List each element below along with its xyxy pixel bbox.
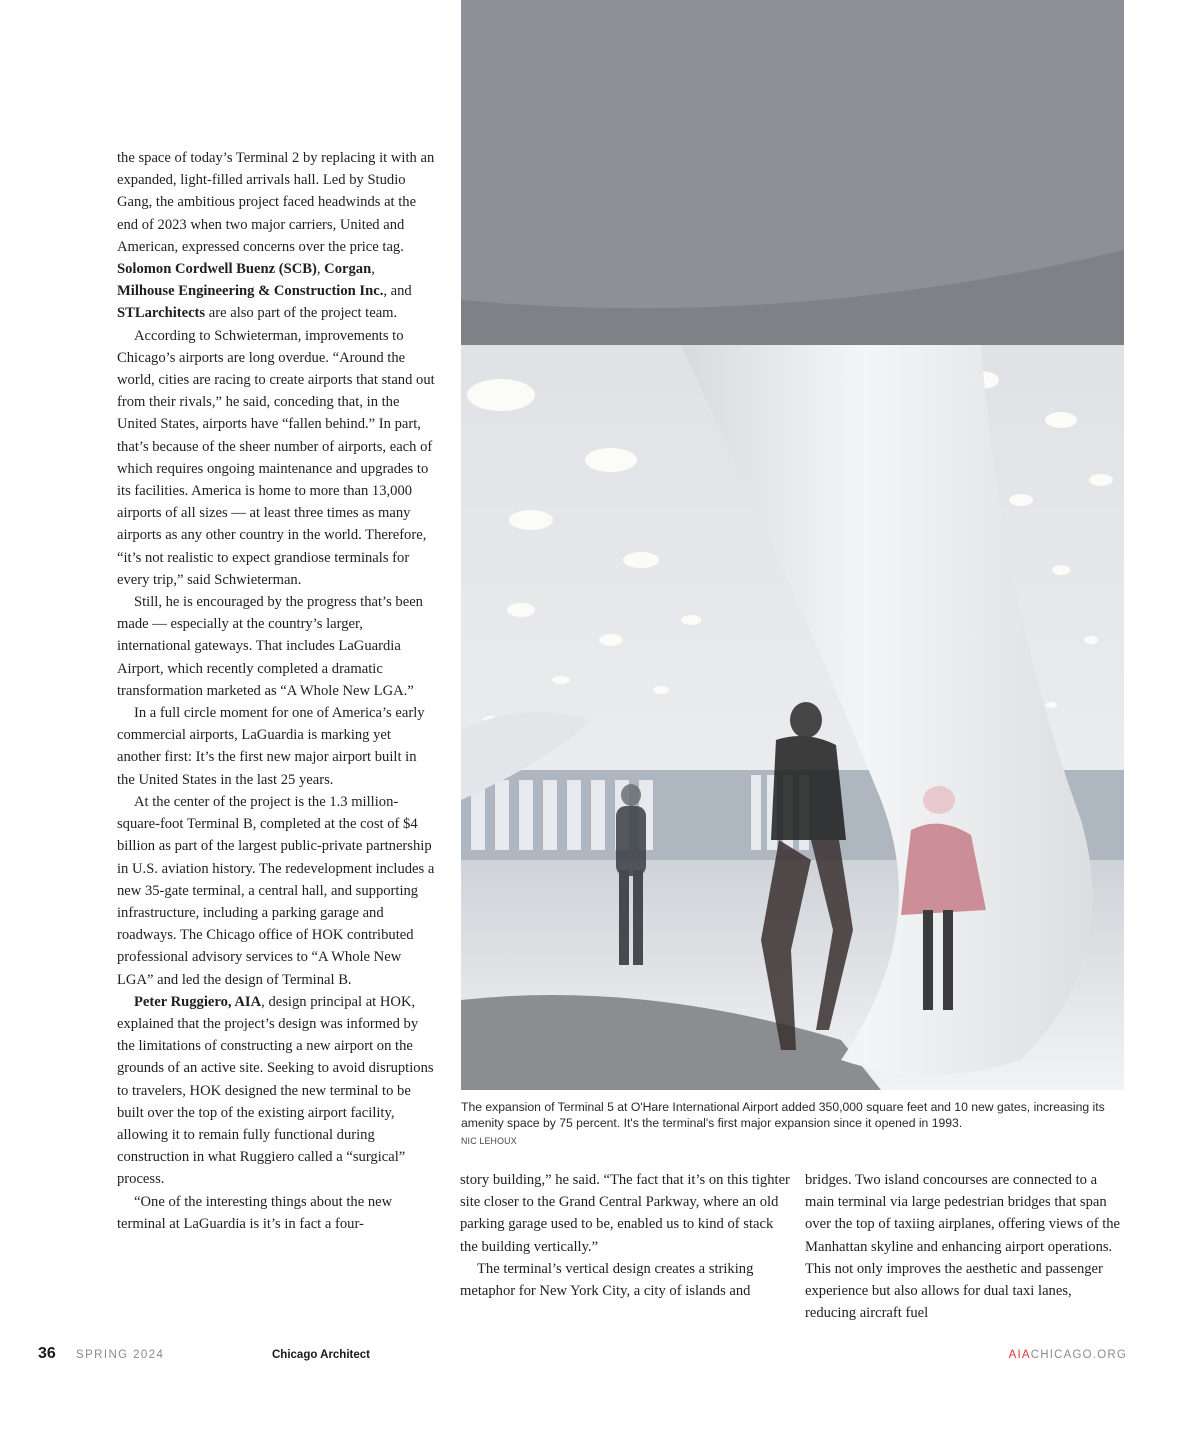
bold-name: Milhouse Engineering & Construction Inc. bbox=[117, 283, 384, 300]
text-run: At the center of the project is the 1.3 million-square-foot Terminal B, completed at the cost of $4 billion as part of the largest public-private partnership in U.S. aviation history. The redevelopment includes a new 35-gate terminal, a central hall, and supporting infrastructure, including a parking garage and roadways. The Chicago office of HOK contributed professional advisory services to “A Whole New LGA” and led the design of Terminal B. bbox=[117, 793, 435, 988]
text-run: “One of the interesting things about the new terminal at LaGuardia is it’s in fact a four- bbox=[117, 1193, 393, 1232]
paragraph bbox=[117, 1191, 435, 1235]
bold-name: STLarchitects bbox=[117, 305, 206, 322]
paragraph bbox=[805, 1169, 1125, 1324]
terminal-photo bbox=[461, 0, 1124, 1090]
text-run: The terminal’s vertical design creates a striking metaphor for New York City, a city of islands and bbox=[460, 1260, 754, 1300]
website-link[interactable] bbox=[1009, 1349, 1127, 1361]
photo-caption: The expansion of Terminal 5 at O'Hare International Airport added 350,000 square feet and 10 new gates, increasing its amenity space by 75 percent. It's the terminal's first major expansion since it opened in 1993. bbox=[461, 1100, 1105, 1130]
website-accent: AIA bbox=[1008, 1349, 1031, 1361]
text-run: , bbox=[371, 261, 375, 278]
paragraph bbox=[117, 591, 435, 702]
paragraph bbox=[117, 325, 435, 591]
text-run: , bbox=[316, 261, 325, 278]
bold-name: Peter Ruggiero, AIA bbox=[134, 993, 262, 1010]
article-column-right bbox=[805, 1169, 1125, 1324]
text-run: In a full circle moment for one of America’s early commercial airports, LaGuardia is marking yet another first: It’s the first new major airport built in the United States in the last 25 years. bbox=[117, 705, 425, 788]
text-run: are also part of the project team. bbox=[205, 305, 398, 322]
text-run: , and bbox=[383, 283, 412, 300]
text-run: , design principal at HOK, explained that the project’s design was informed by the limitations of constructing a new airport on the grounds of an active site. Seeking to avoid disruptions to travelers, HOK designed the new terminal to be built over the top of the existing airport facility, allowing it to remain fully functional during construction in what Ruggiero called a “surgical” process. bbox=[117, 993, 434, 1188]
page-number: 36 bbox=[38, 1345, 56, 1362]
photo-credit: NIC LEHOUX bbox=[461, 1136, 517, 1146]
paragraph bbox=[117, 147, 435, 325]
paragraph bbox=[117, 702, 435, 791]
website-rest: CHICAGO.ORG bbox=[1030, 1349, 1127, 1361]
paragraph bbox=[460, 1258, 790, 1302]
text-run: story building,” he said. “The fact that it’s on this tighter site closer to the Grand Central Parkway, where an old parking garage used to be, enabled us to kind of stack the building vertically.” bbox=[460, 1172, 790, 1255]
bold-name: Solomon Cordwell Buenz (SCB) bbox=[117, 261, 317, 278]
paragraph bbox=[117, 791, 435, 991]
magazine-title: Chicago Architect bbox=[272, 1349, 370, 1361]
bold-name: Corgan bbox=[324, 261, 372, 278]
paragraph bbox=[460, 1169, 790, 1258]
paragraph bbox=[117, 991, 435, 1191]
issue-label: SPRING 2024 bbox=[76, 1349, 165, 1361]
text-run: According to Schwieterman, improvements to Chicago’s airports are long overdue. “Around the world, cities are racing to create airports that stand out from their rivals,” he said, conceding that, in the United States, airports have “fallen behind.” In part, that’s because of the sheer number of airports, each of which requires ongoing maintenance and upgrades to its facilities. America is home to more than 13,000 airports of all sizes — at least three times as many airports as any other country in the world. Therefore, “it’s not realistic to expect grandiose terminals for every trip,” said Schwieterman. bbox=[117, 327, 435, 588]
text-run: Still, he is encouraged by the progress that’s been made — especially at the country’s larger, international gateways. That includes LaGuardia Airport, which recently completed a dramatic transformation marketed as “A Whole New LGA.” bbox=[117, 594, 423, 699]
text-run: bridges. Two island concourses are connected to a main terminal via large pedestrian bridges that span over the top of taxiing airplanes, offering views of the Manhattan skyline and enhancing airport operations. This not only improves the aesthetic and passenger experience but also allows for dual taxi lanes, reducing aircraft fuel bbox=[805, 1172, 1121, 1322]
article-column-middle bbox=[460, 1169, 790, 1302]
text-run: the space of today’s Terminal 2 by replacing it with an expanded, light-filled arrivals hall. Led by Studio Gang, the ambitious project faced headwinds at the end of 2023 when two major carriers, United and American, expressed concerns over the price tag. bbox=[117, 150, 435, 255]
article-column-left bbox=[117, 147, 435, 1235]
